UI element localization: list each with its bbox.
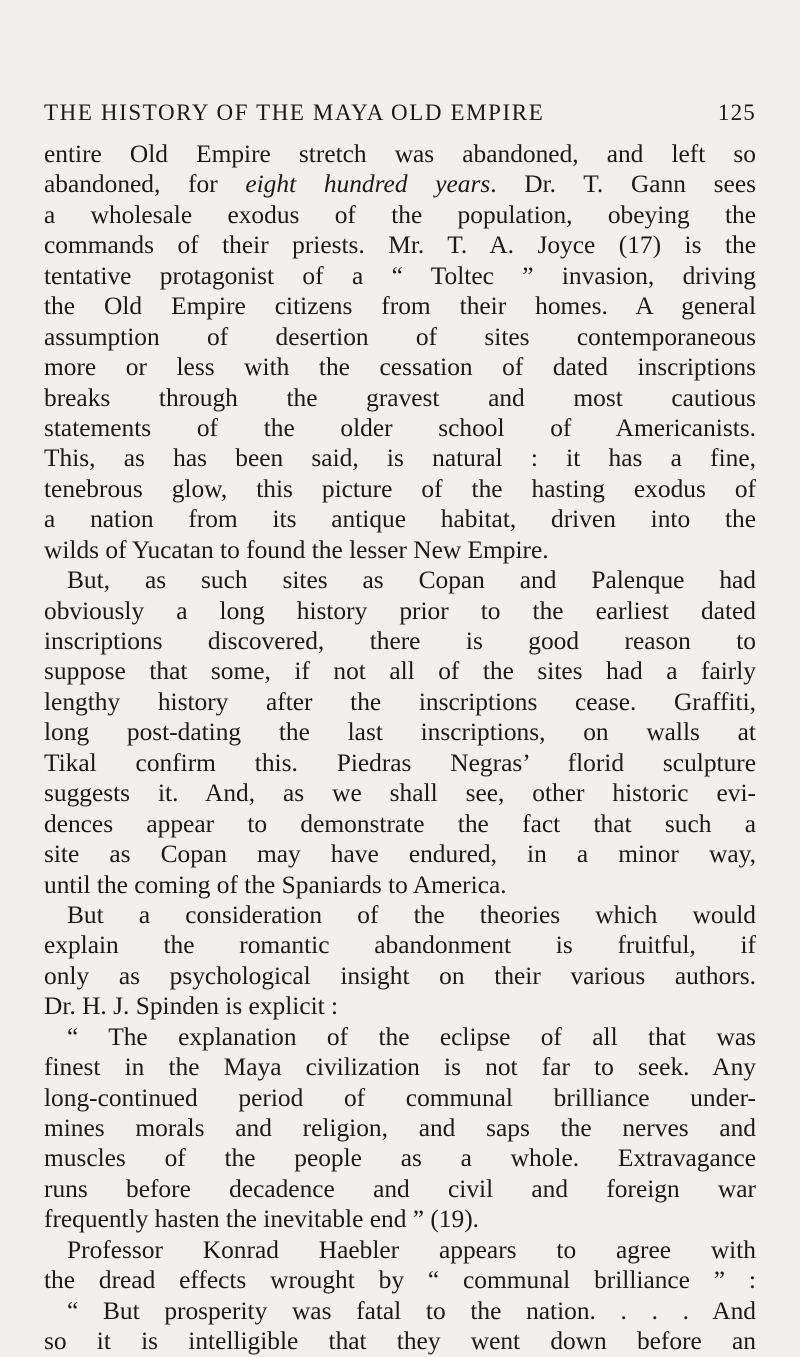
text-line: wilds of Yucatan to found the lesser New Empire. (44, 535, 549, 564)
text-line: dences appear to demonstrate the fact that such a (44, 809, 756, 838)
text-line: suppose that some, if not all of the sites had a fairly (44, 657, 756, 686)
running-head (44, 100, 756, 136)
text-line: long post-dating the last inscriptions, on walls at (44, 718, 756, 747)
text-line: the Old Empire citizens from their homes. A general (44, 292, 756, 321)
text-line: statements of the older school of Americanists. (44, 413, 756, 442)
text-line: until the coming of the Spaniards to America. (44, 870, 507, 899)
running-head-title: THE HISTORY OF THE MAYA OLD EMPIRE (44, 100, 545, 125)
text-line: only as psychological insight on their various authors. (44, 961, 756, 990)
text-line: tentative protagonist of a “ Toltec ” invasion, driving (44, 261, 756, 290)
text-line: entire Old Empire stretch was abandoned, and left so (44, 140, 756, 168)
text-line: a nation from its antique habitat, driven into the (44, 505, 756, 534)
text-line: so it is intelligible that they went down before an (44, 1327, 756, 1356)
body-text (44, 139, 756, 1357)
text-line: obviously a long history prior to the earliest dated (44, 596, 756, 625)
text-line: tenebrous glow, this picture of the hasting exodus of (44, 474, 756, 503)
text-segment: abandoned, for (44, 170, 246, 199)
text-line: mines morals and religion, and saps the nerves and (44, 1114, 756, 1142)
text-line: commands of their priests. Mr. T. A. Joyce (17) is the (44, 231, 756, 260)
text-line: lengthy history after the inscriptions cease. Graffiti, (44, 687, 756, 716)
text-line: “ The explanation of the eclipse of all that was (67, 1022, 756, 1051)
text-line: inscriptions discovered, there is good reason to (44, 627, 756, 655)
text-line: suggests it. And, as we shall see, other historic evi- (44, 779, 756, 808)
text-line: the dread effects wrought by “ communal brilliance ” : (44, 1266, 756, 1295)
text-line: breaks through the gravest and most cautious (44, 383, 756, 412)
text-line: runs before decadence and civil and foreign war (44, 1174, 756, 1203)
text-line (44, 169, 756, 199)
text-line: more or less with the cessation of dated inscriptions (44, 353, 756, 382)
text-line: frequently hasten the inevitable end ” (19). (44, 1205, 480, 1234)
text-line: long-continued period of communal brilliance under- (44, 1083, 756, 1112)
text-line: a wholesale exodus of the population, obeying the (44, 200, 756, 229)
text-line: muscles of the people as a whole. Extravagance (44, 1144, 756, 1173)
text-line: Dr. H. J. Spinden is explicit : (44, 992, 339, 1021)
text-line: Professor Konrad Haebler appears to agree with (67, 1235, 756, 1264)
text-line: But a consideration of the theories which would (67, 900, 756, 929)
text-line: Tikal confirm this. Piedras Negras’ florid sculpture (44, 748, 756, 777)
text-line: This, as has been said, is natural : it has a fine, (44, 444, 756, 473)
italic-phrase: eight hundred years (245, 170, 491, 199)
text-segment: . Dr. T. Gann sees (490, 170, 756, 199)
text-line: finest in the Maya civilization is not far to seek. Any (44, 1053, 756, 1082)
page-number: 125 (717, 100, 756, 125)
text-line: “ But prosperity was fatal to the nation. . . . And (67, 1296, 756, 1325)
text-line: site as Copan may have endured, in a minor way, (44, 840, 756, 869)
text-line: assumption of desertion of sites contemporaneous (44, 322, 756, 351)
text-line: explain the romantic abandonment is fruitful, if (44, 931, 756, 960)
text-line: But, as such sites as Copan and Palenque had (67, 566, 756, 595)
